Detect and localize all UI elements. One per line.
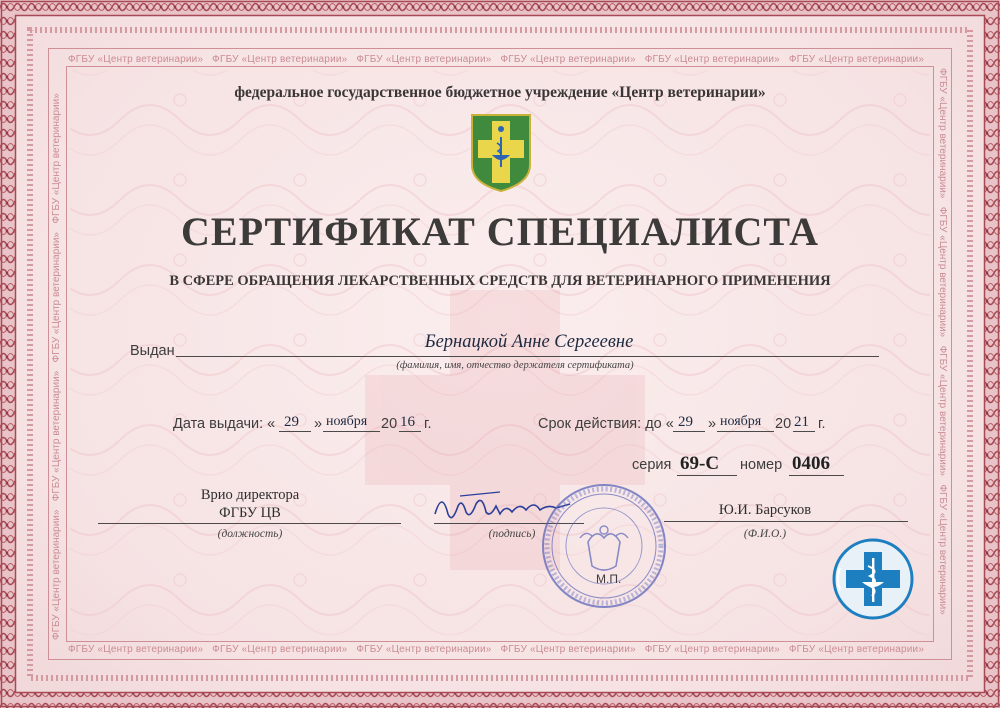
valid-until-month-line — [717, 431, 774, 432]
organization-name: федеральное государственное бюджетное учреждение «Центр ветеринарии» — [234, 84, 766, 101]
signatory-name-hint: (Ф.И.О.) — [743, 528, 787, 540]
issue-date-day: 29 — [284, 414, 299, 430]
emblem-icon — [470, 113, 532, 193]
issue-date-month: ноября — [326, 414, 368, 429]
issue-date-quote: » — [314, 416, 323, 432]
official-stamp-icon — [540, 482, 668, 610]
position-line — [98, 523, 401, 524]
issue-date-year-line — [399, 431, 421, 432]
certificate-subtitle: В СФЕРЕ ОБРАЩЕНИЯ ЛЕКАРСТВЕННЫХ СРЕДСТВ ДЛЯ ВЕТЕРИНАРНОГО ПРИМЕНЕНИЯ — [169, 273, 831, 289]
watermark-right: ФГБУ «Центр ветеринарии» ФГБУ «Центр ветеринарии» ФГБУ «Центр ветеринарии» ФГБУ «Центр ветеринарии» — [937, 68, 948, 615]
holder-name: Бернацкой Анне Сергеевне — [424, 332, 634, 352]
position-line1: Врио директора — [200, 487, 300, 503]
issue-date-label: Дата выдачи: « — [173, 416, 276, 432]
number-line — [789, 475, 844, 476]
valid-until-quote: » — [708, 416, 717, 432]
issue-date-year: 16 — [400, 414, 415, 430]
valid-until-day-line — [673, 431, 705, 432]
issue-date-day-line — [279, 431, 311, 432]
valid-until-month: ноября — [720, 414, 762, 429]
issued-line — [176, 356, 879, 357]
position-line2: ФГБУ ЦВ — [219, 505, 281, 521]
watermark-left: ФГБУ «Центр ветеринарии» ФГБУ «Центр ветеринарии» ФГБУ «Центр ветеринарии» ФГБУ «Центр ветеринарии» — [51, 93, 62, 640]
valid-until-year-prefix: 20 — [775, 416, 792, 432]
number-label: номер — [740, 457, 783, 473]
issued-label: Выдан — [130, 343, 175, 359]
position-hint: (должность) — [217, 528, 283, 540]
number-value: 0406 — [792, 453, 830, 474]
pharmacy-cross-logo-icon — [832, 538, 914, 620]
signature-hint: (подпись) — [488, 528, 536, 540]
valid-until-day: 29 — [678, 414, 693, 430]
series-line — [677, 475, 737, 476]
watermark-bottom: ФГБУ «Центр ветеринарии» ФГБУ «Центр ветеринарии» ФГБУ «Центр ветеринарии» ФГБУ «Центр ветеринарии» ФГБУ «Центр ветеринарии» ФГБУ «Центр ветеринарии» — [68, 644, 925, 655]
series-value: 69-С — [680, 453, 720, 474]
valid-until-suffix: г. — [818, 416, 826, 432]
signatory-name: Ю.И. Барсуков — [718, 502, 812, 518]
series-label: серия — [632, 457, 672, 473]
issue-date-year-prefix: 20 — [381, 416, 398, 432]
issue-date-suffix: г. — [424, 416, 432, 432]
series-number — [632, 451, 852, 477]
certificate-title: СЕРТИФИКАТ СПЕЦИАЛИСТА — [181, 209, 819, 254]
valid-until-label: Срок действия: до « — [538, 416, 674, 432]
valid-until-year: 21 — [794, 414, 809, 430]
watermark-top: ФГБУ «Центр ветеринарии» ФГБУ «Центр ветеринарии» ФГБУ «Центр ветеринарии» ФГБУ «Центр ветеринарии» ФГБУ «Центр ветеринарии» ФГБУ «Центр ветеринарии» — [68, 54, 925, 65]
issue-date-month-line — [323, 431, 380, 432]
valid-until-year-line — [793, 431, 815, 432]
holder-name-hint: (фамилия, имя, отчество держателя сертификата) — [396, 360, 634, 371]
stamp-place: М.П. — [596, 572, 622, 586]
signatory-name-line — [664, 521, 908, 522]
